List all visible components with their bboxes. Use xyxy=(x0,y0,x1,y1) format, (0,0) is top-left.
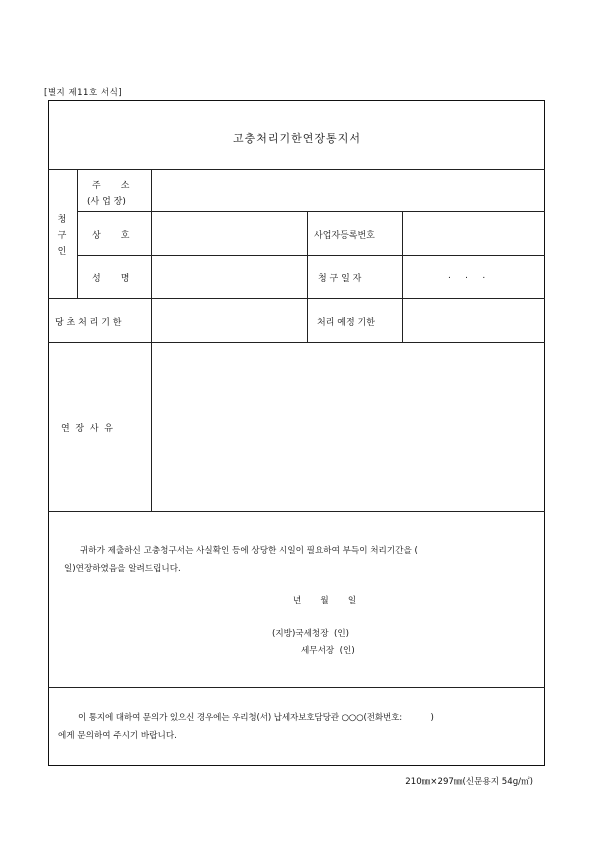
notice-line-1: 귀하가 제출하신 고충청구서는 사실확인 등에 상당한 시일이 필요하여 부득이 처리기간을 ( xyxy=(80,546,418,556)
inquiry-line-2: 에게 문의하여 주시기 바랍니다. xyxy=(58,731,177,741)
business-no-label: 사업자등록번호 xyxy=(314,231,375,241)
divider xyxy=(77,255,545,256)
name-field[interactable] xyxy=(152,256,306,297)
notice-date-line: 년 월 일 xyxy=(293,596,357,606)
notice-office-1: (지방)국세청장 (인) xyxy=(272,629,349,639)
extension-reason-label: 연 장 사 유 xyxy=(61,424,113,434)
request-date-label: 청 구 일 자 xyxy=(318,274,362,284)
original-deadline-label: 당 초 처 리 기 한 xyxy=(55,318,122,328)
divider xyxy=(48,511,545,512)
divider xyxy=(48,687,545,688)
divider xyxy=(307,211,308,342)
request-date-field[interactable]: . . . xyxy=(448,271,486,281)
inquiry-line-1: 이 통지에 대하여 문의가 있으신 경우에는 우리청(서) 납세자보호담당관 ○○○(전화번호: ) xyxy=(78,713,434,723)
planned-deadline-label: 처리 예정 기한 xyxy=(317,318,375,328)
planned-deadline-field[interactable] xyxy=(403,299,544,341)
applicant-group-label-1: 청 xyxy=(57,215,67,225)
notice-line-2: 일)연장하였음을 알려드립니다. xyxy=(64,564,181,574)
applicant-group-label-2: 구 xyxy=(57,231,67,241)
address-label: 주 소 xyxy=(92,181,130,191)
trade-name-field[interactable] xyxy=(152,212,306,254)
trade-name-label: 상 호 xyxy=(92,231,130,241)
address-field[interactable] xyxy=(152,170,544,210)
business-no-field[interactable] xyxy=(403,212,544,254)
divider xyxy=(77,169,78,298)
name-label: 성 명 xyxy=(92,274,130,284)
form-number-label: [별지 제11호 서식] xyxy=(44,88,123,98)
extension-reason-field[interactable] xyxy=(152,343,544,510)
document-title: 고충처리기한연장통지서 xyxy=(233,132,361,145)
original-deadline-field[interactable] xyxy=(152,299,306,341)
applicant-group-label-3: 인 xyxy=(57,247,67,257)
notice-office-2: 세무서장 (인) xyxy=(301,646,355,656)
address-sub-label: (사 업 장) xyxy=(87,197,126,207)
paper-spec: 210㎜×297㎜(신문용지 54g/㎡) xyxy=(405,777,533,787)
